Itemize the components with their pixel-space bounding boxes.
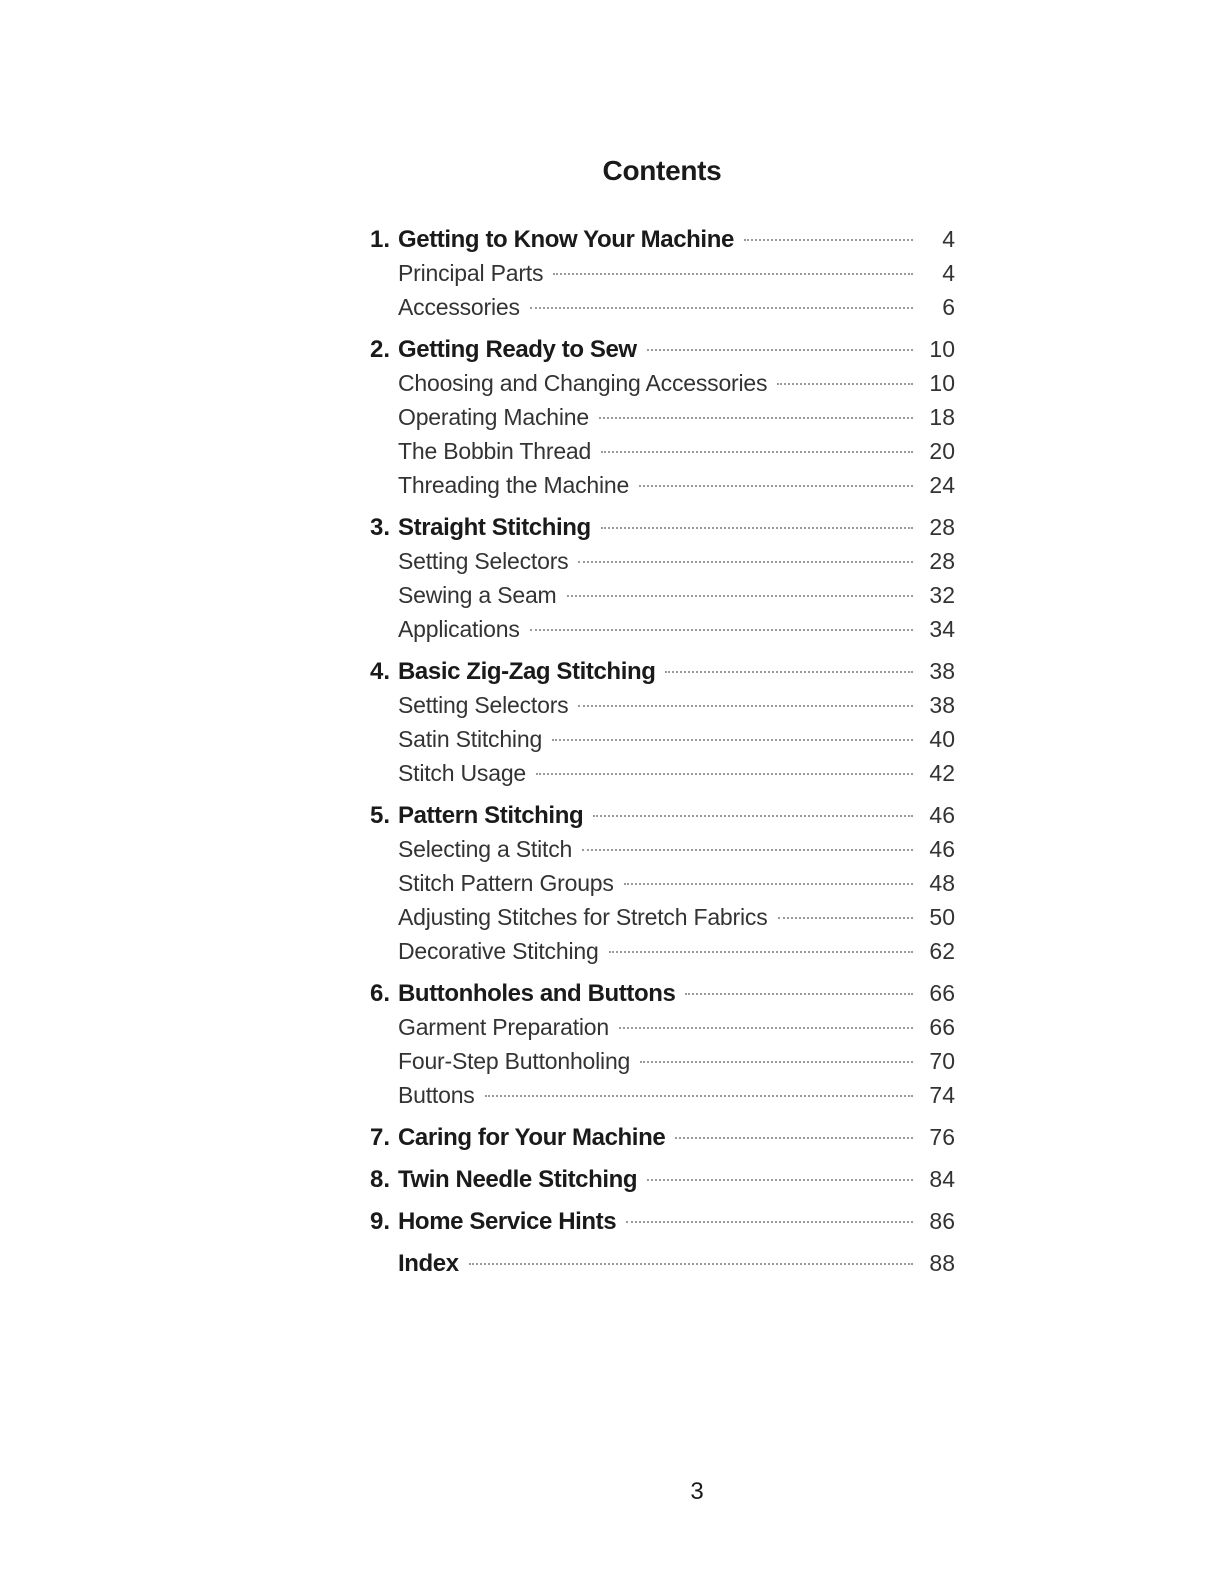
toc-chapter-entry[interactable]	[370, 332, 955, 366]
dot-leader	[744, 239, 913, 241]
section-title: Principal Parts	[398, 260, 544, 286]
toc-chapter	[370, 1246, 955, 1280]
page-title: Contents	[602, 155, 722, 186]
chapter-page-number: 10	[929, 336, 955, 362]
section-page-number: 6	[942, 294, 955, 320]
chapter-title: Getting to Know Your Machine	[398, 226, 734, 253]
chapter-page-number: 38	[929, 658, 955, 684]
chapter-title: Basic Zig-Zag Stitching	[398, 658, 656, 685]
chapter-number: 9.	[370, 1208, 391, 1235]
section-page-number: 24	[929, 472, 955, 498]
section-page-number: 46	[929, 836, 955, 862]
section-page-number: 66	[929, 1014, 955, 1040]
toc-section-entry[interactable]	[370, 688, 955, 722]
section-page-number: 20	[929, 438, 955, 464]
toc-section-entry[interactable]	[370, 756, 955, 790]
section-page-number: 4	[942, 260, 955, 286]
toc-chapter-entry[interactable]	[370, 976, 955, 1010]
chapter-page-number: 84	[929, 1166, 955, 1192]
dot-leader	[536, 773, 913, 775]
toc-section-entry[interactable]	[370, 866, 955, 900]
toc-chapter	[370, 1120, 955, 1154]
section-page-number: 62	[929, 938, 955, 964]
dot-leader	[777, 383, 913, 385]
dot-leader	[665, 671, 913, 673]
toc-chapter-entry[interactable]	[370, 222, 955, 256]
section-page-number: 32	[929, 582, 955, 608]
dot-leader	[647, 1179, 913, 1181]
dot-leader	[593, 815, 913, 817]
chapter-title: Home Service Hints	[398, 1208, 617, 1235]
section-title: Applications	[398, 616, 520, 642]
toc-chapter	[370, 654, 955, 790]
section-title: Setting Selectors	[398, 548, 569, 574]
dot-leader	[675, 1137, 913, 1139]
toc-chapter-entry[interactable]	[370, 1204, 955, 1238]
dot-leader	[639, 485, 913, 487]
toc-chapter	[370, 1204, 955, 1238]
chapter-number: 1.	[370, 226, 391, 253]
section-title: Garment Preparation	[398, 1014, 609, 1040]
toc-chapter	[370, 222, 955, 324]
dot-leader	[578, 705, 913, 707]
chapter-page-number: 4	[942, 226, 955, 252]
toc-section-entry[interactable]	[370, 1078, 955, 1112]
section-title: Decorative Stitching	[398, 938, 599, 964]
chapter-title: Straight Stitching	[398, 514, 591, 541]
section-title: Threading the Machine	[398, 472, 630, 498]
section-title: Four-Step Buttonholing	[398, 1048, 631, 1074]
dot-leader	[485, 1095, 913, 1097]
dot-leader	[609, 951, 913, 953]
chapter-number: 4.	[370, 658, 391, 685]
chapter-title: Twin Needle Stitching	[398, 1166, 638, 1193]
dot-leader	[624, 883, 913, 885]
toc-section-entry[interactable]	[370, 1010, 955, 1044]
dot-leader	[567, 595, 914, 597]
dot-leader	[640, 1061, 913, 1063]
section-title: Adjusting Stitches for Stretch Fabrics	[398, 904, 768, 930]
toc-chapter-entry[interactable]	[370, 1162, 955, 1196]
dot-leader	[552, 739, 913, 741]
section-page-number: 42	[929, 760, 955, 786]
section-title: Stitch Usage	[398, 760, 526, 786]
toc-section-entry[interactable]	[370, 366, 955, 400]
section-page-number: 18	[929, 404, 955, 430]
dot-leader	[601, 451, 913, 453]
toc-section-entry[interactable]	[370, 612, 955, 646]
dot-leader	[626, 1221, 913, 1223]
section-title: Stitch Pattern Groups	[398, 870, 614, 896]
chapter-title: Caring for Your Machine	[398, 1124, 666, 1151]
dot-leader	[601, 527, 913, 529]
toc-chapter	[370, 332, 955, 502]
toc-section-entry[interactable]	[370, 900, 955, 934]
chapter-title: Index	[398, 1250, 459, 1277]
chapter-page-number: 88	[929, 1250, 955, 1276]
section-title: The Bobbin Thread	[398, 438, 592, 464]
section-page-number: 10	[929, 370, 955, 396]
section-page-number: 74	[929, 1082, 955, 1108]
toc-section-entry[interactable]	[370, 578, 955, 612]
chapter-number: 2.	[370, 336, 391, 363]
chapter-title: Getting Ready to Sew	[398, 336, 637, 363]
toc-chapter	[370, 798, 955, 968]
toc-chapter-entry[interactable]	[370, 1120, 955, 1154]
toc-section-entry[interactable]	[370, 934, 955, 968]
dot-leader	[578, 561, 913, 563]
toc-section-entry[interactable]	[370, 256, 955, 290]
toc-chapter-entry[interactable]	[370, 654, 955, 688]
toc-section-entry[interactable]	[370, 434, 955, 468]
dot-leader	[469, 1263, 913, 1265]
toc-section-entry[interactable]	[370, 1044, 955, 1078]
chapter-page-number: 66	[929, 980, 955, 1006]
section-title: Operating Machine	[398, 404, 589, 430]
section-title: Selecting a Stitch	[398, 836, 573, 862]
table-of-contents	[370, 222, 955, 1288]
toc-chapter	[370, 976, 955, 1112]
section-page-number: 34	[929, 616, 955, 642]
section-title: Buttons	[398, 1082, 475, 1108]
section-page-number: 40	[929, 726, 955, 752]
chapter-page-number: 86	[929, 1208, 955, 1234]
section-title: Setting Selectors	[398, 692, 569, 718]
toc-chapter-entry[interactable]	[370, 798, 955, 832]
dot-leader	[685, 993, 913, 995]
chapter-page-number: 76	[929, 1124, 955, 1150]
chapter-number: 7.	[370, 1124, 391, 1151]
toc-chapter-entry[interactable]	[370, 510, 955, 544]
chapter-page-number: 28	[929, 514, 955, 540]
section-page-number: 38	[929, 692, 955, 718]
chapter-number: 5.	[370, 802, 391, 829]
toc-section-entry[interactable]	[370, 722, 955, 756]
dot-leader	[778, 917, 914, 919]
chapter-title: Pattern Stitching	[398, 802, 584, 829]
toc-chapter	[370, 510, 955, 646]
section-title: Sewing a Seam	[398, 582, 557, 608]
section-title: Choosing and Changing Accessories	[398, 370, 768, 396]
toc-section-entry[interactable]	[370, 468, 955, 502]
chapter-title: Buttonholes and Buttons	[398, 980, 676, 1007]
toc-section-entry[interactable]	[370, 290, 955, 324]
toc-section-entry[interactable]	[370, 832, 955, 866]
section-title: Accessories	[398, 294, 520, 320]
dot-leader	[553, 273, 913, 275]
page-number: 3	[690, 1478, 704, 1505]
toc-chapter-entry[interactable]	[370, 1246, 955, 1280]
dot-leader	[530, 629, 913, 631]
toc-section-entry[interactable]	[370, 400, 955, 434]
section-title: Satin Stitching	[398, 726, 543, 752]
dot-leader	[619, 1027, 913, 1029]
dot-leader	[599, 417, 913, 419]
toc-section-entry[interactable]	[370, 544, 955, 578]
chapter-number: 3.	[370, 514, 391, 541]
dot-leader	[582, 849, 913, 851]
toc-chapter	[370, 1162, 955, 1196]
chapter-number: 6.	[370, 980, 391, 1007]
section-page-number: 70	[929, 1048, 955, 1074]
dot-leader	[647, 349, 913, 351]
section-page-number: 48	[929, 870, 955, 896]
chapter-page-number: 46	[929, 802, 955, 828]
section-page-number: 28	[929, 548, 955, 574]
section-page-number: 50	[929, 904, 955, 930]
dot-leader	[530, 307, 913, 309]
chapter-number: 8.	[370, 1166, 391, 1193]
